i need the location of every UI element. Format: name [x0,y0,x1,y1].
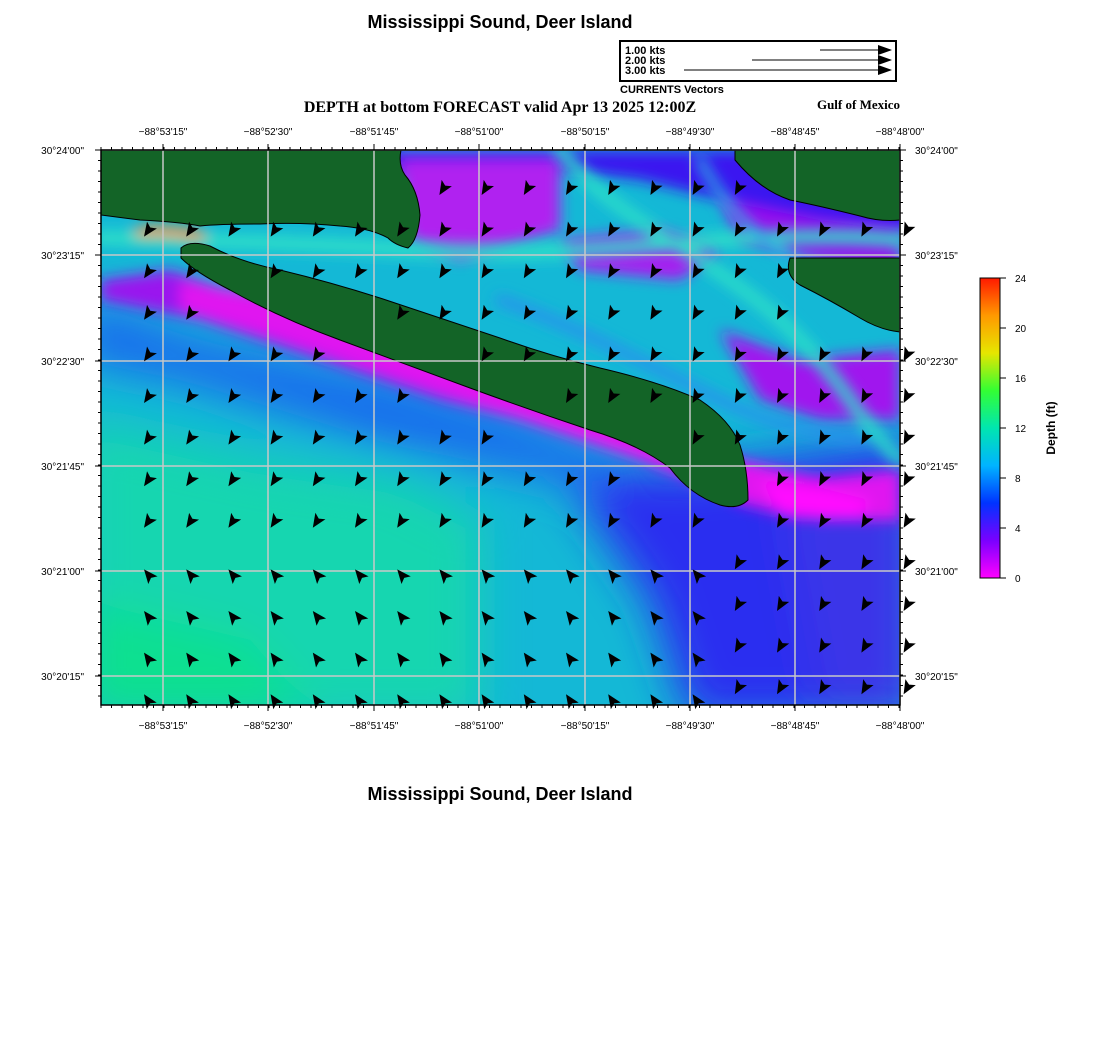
depth-colorbar [980,278,1000,578]
map-title-bottom: Mississippi Sound, Deer Island [367,784,633,804]
lat-tick-label-left: 30°22'30" [41,357,84,368]
colorbar-tick-label: 12 [1015,424,1027,435]
lon-tick-label-top: −88°53'15" [138,127,188,138]
current-vector-arrow [898,679,915,697]
current-vector-arrow [898,596,915,614]
lon-tick-label-bottom: −88°48'45" [770,721,820,732]
legend-caption: CURRENTS Vectors [620,84,724,96]
lon-tick-label-top: −88°50'15" [560,127,610,138]
legend-arrow-head [878,55,892,65]
current-vector-arrow [898,221,915,239]
lat-tick-label-right: 30°21'45" [915,462,958,473]
colorbar-title: Depth (ft) [1044,401,1058,455]
lon-tick-label-top: −88°48'00" [875,127,925,138]
colorbar-tick-label: 20 [1015,324,1027,335]
lat-tick-label-right: 30°21'00" [915,567,958,578]
lon-tick-label-bottom: −88°53'15" [138,721,188,732]
lat-tick-label-right: 30°22'30" [915,357,958,368]
colorbar-tick-label: 24 [1015,274,1027,285]
current-vector-arrow [898,429,915,447]
lon-tick-label-top: −88°49'30" [665,127,715,138]
colorbar-tick-label: 4 [1015,524,1021,535]
lat-tick-label-right: 30°20'15" [915,672,958,683]
lat-tick-label-left: 30°23'15" [41,251,84,262]
lat-tick-label-left: 30°21'45" [41,462,84,473]
legend-arrow-head [878,65,892,75]
legend-label-2kt: 2.00 kts [625,55,666,67]
current-vector-arrow [898,637,915,655]
colorbar-tick-label: 16 [1015,374,1027,385]
legend-label-3kt: 3.00 kts [625,65,666,77]
legend-label-1kt: 1.00 kts [625,45,666,57]
lon-tick-label-bottom: −88°51'45" [349,721,399,732]
lat-tick-label-right: 30°24'00" [915,146,958,157]
lon-tick-label-top: −88°51'00" [454,127,504,138]
colorbar-tick-label: 8 [1015,474,1021,485]
lat-tick-label-left: 30°20'15" [41,672,84,683]
lon-tick-label-bottom: −88°50'15" [560,721,610,732]
lat-tick-label-left: 30°21'00" [41,567,84,578]
colorbar-tick-label: 0 [1015,574,1021,585]
colorbar-ticks [1000,274,1027,585]
legend-arrows [684,45,892,75]
lon-tick-label-top: −88°51'45" [349,127,399,138]
lat-tick-label-left: 30°24'00" [41,146,84,157]
lat-tick-label-right: 30°23'15" [915,251,958,262]
lon-tick-label-bottom: −88°52'30" [243,721,293,732]
legend-arrow-head [878,45,892,55]
lon-tick-label-bottom: −88°51'00" [454,721,504,732]
lon-tick-label-top: −88°48'45" [770,127,820,138]
region-label: Gulf of Mexico [816,97,900,112]
map-title: Mississippi Sound, Deer Island [367,12,633,32]
current-vector-arrow [898,388,915,406]
lon-tick-label-bottom: −88°48'00" [875,721,925,732]
forecast-subtitle: DEPTH at bottom FORECAST valid Apr 13 2025 12:00Z [303,99,697,116]
lon-tick-label-bottom: −88°49'30" [665,721,715,732]
lon-tick-label-top: −88°52'30" [243,127,293,138]
depth-field [80,150,920,720]
